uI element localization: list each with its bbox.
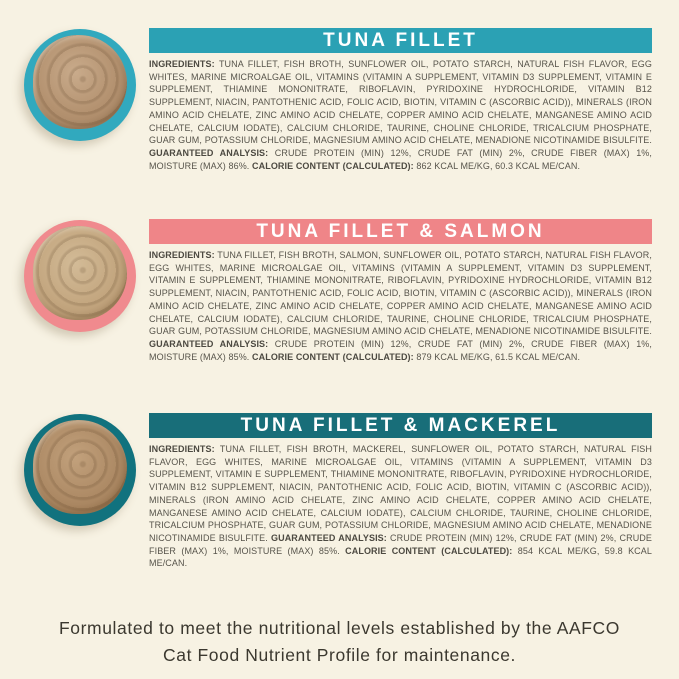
guaranteed-analysis-values: CRUDE PROTEIN (MIN) 12%, CRUDE FAT (MIN) 2%, CRUDE FIBER (MAX) 1%, MOISTURE (MAX) 86%. [149, 147, 653, 171]
ingredients-label: INGREDIENTS: [149, 444, 215, 454]
product-title-bar [149, 219, 652, 244]
calorie-content-values: 862 KCAL ME/KG, 60.3 KCAL ME/CAN. [416, 160, 581, 171]
product-title: TUNA FILLET & MACKEREL [240, 414, 561, 436]
calorie-content-label: CALORIE CONTENT (CALCULATED): [252, 351, 414, 362]
pate-swirl-image [33, 35, 127, 129]
aafco-statement-line2: Cat Food Nutrient Profile for maintenance. [163, 645, 516, 665]
guaranteed-analysis-label: GUARANTEED ANALYSIS: [271, 532, 387, 543]
food-swatch-circle [24, 414, 136, 526]
aafco-statement-line1: Formulated to meet the nutritional levels established by the AAFCO [59, 618, 620, 638]
ingredients-list: TUNA FILLET, FISH BROTH, SALMON, SUNFLOWER OIL, POTATO STARCH, NATURAL FISH FLAVOR, EGG WHITES, MARINE MICROALGAE OIL, VITAMINS (VITAMIN A SUPPLEMENT, VITAMIN D3 SUPPLEMENT, VITAMIN E SUPPLEMENT, THIAMINE MONONITRATE, RIBOFLAVIN, PYRIDOXINE HYDROCHLORIDE, VITAMIN B12 SUPPLEMENT, NIACIN, PANTOTHENIC ACID, FOLIC ACID, BIOTIN, VITAMIN C (ASCORBIC ACID)), MINERALS (IRON AMINO ACID CHELATE, ZINC AMINO ACID CHELATE, COPPER AMINO ACID CHELATE, MANGANESE AMINO ACID CHELATE, CALCIUM IODATE), CALCIUM CHLORIDE, TAURINE, CHOLINE CHLORIDE, TRICALCIUM PHOSPHATE, GUAR GUM, POTASSIUM CHLORIDE, MAGNESIUM AMINO ACID CHELATE, MENADIONE NICOTINAMIDE BISULFITE. [149, 250, 652, 337]
calorie-content-label: CALORIE CONTENT (CALCULATED): [252, 160, 414, 171]
ingredients-text [149, 249, 652, 363]
product-panel [149, 28, 652, 181]
ingredients-label: INGREDIENTS: [149, 59, 215, 69]
product-title: TUNA FILLET [323, 29, 478, 51]
aafco-statement [0, 615, 679, 669]
calorie-content-values: 879 KCAL ME/KG, 61.5 KCAL ME/CAN. [416, 351, 581, 362]
ingredients-text [149, 443, 652, 570]
product-panel [149, 413, 652, 579]
product-title-bar [149, 28, 652, 53]
food-swatch-circle [24, 29, 136, 141]
ingredients-list: TUNA FILLET, FISH BROTH, MACKEREL, SUNFLOWER OIL, POTATO STARCH, NATURAL FISH FLAVOR, EGG WHITES, MARINE MICROALGAE OIL, VITAMINS (VITAMIN A SUPPLEMENT, VITAMIN D3 SUPPLEMENT, VITAMIN E SUPPLEMENT, THIAMINE MONONITRATE, RIBOFLAVIN, PYRIDOXINE HYDROCHLORIDE, VITAMIN B12 SUPPLEMENT, NIACIN, PANTOTHENIC ACID, FOLIC ACID, BIOTIN, VITAMIN C (ASCORBIC ACID)), MINERALS (IRON AMINO ACID CHELATE, ZINC AMINO ACID CHELATE, COPPER AMINO ACID CHELATE, MANGANESE AMINO ACID CHELATE, CALCIUM IODATE), CALCIUM CHLORIDE, TAURINE, CHOLINE CHLORIDE, TRICALCIUM PHOSPHATE, GUAR GUM, POTASSIUM CHLORIDE, MAGNESIUM AMINO ACID CHELATE, MENADIONE NICOTINAMIDE BISULFITE. [149, 444, 652, 543]
pate-swirl-image [33, 420, 127, 514]
calorie-content-label: CALORIE CONTENT (CALCULATED): [345, 545, 513, 556]
product-title: TUNA FILLET & SALMON [256, 220, 545, 242]
product-panel [149, 219, 652, 372]
guaranteed-analysis-label: GUARANTEED ANALYSIS: [149, 338, 269, 349]
ingredients-label: INGREDIENTS: [149, 250, 215, 260]
pate-swirl-image [33, 226, 127, 320]
product-title-bar [149, 413, 652, 438]
guaranteed-analysis-values: CRUDE PROTEIN (MIN) 12%, CRUDE FAT (MIN) 2%, CRUDE FIBER (MAX) 1%, MOISTURE (MAX) 85%. [149, 338, 653, 362]
guaranteed-analysis-values: CRUDE PROTEIN (MIN) 12%, CRUDE FAT (MIN) 2%, CRUDE FIBER (MAX) 1%, MOISTURE (MAX) 85%. [149, 532, 653, 556]
calorie-content-values: 854 KCAL ME/KG, 59.8 KCAL ME/CAN. [149, 545, 652, 569]
food-swatch-circle [24, 220, 136, 332]
guaranteed-analysis-label: GUARANTEED ANALYSIS: [149, 147, 269, 158]
ingredients-text [149, 58, 652, 172]
ingredients-list: TUNA FILLET, FISH BROTH, SUNFLOWER OIL, POTATO STARCH, NATURAL FISH FLAVOR, EGG WHITES, MARINE MICROALGAE OIL, VITAMINS (VITAMIN A SUPPLEMENT, VITAMIN D3 SUPPLEMENT, VITAMIN E SUPPLEMENT, THIAMINE MONONITRATE, RIBOFLAVIN, PYRIDOXINE HYDROCHLORIDE, VITAMIN B12 SUPPLEMENT, NIACIN, PANTOTHENIC ACID, FOLIC ACID, BIOTIN, VITAMIN C (ASCORBIC ACID)), MINERALS (IRON AMINO ACID CHELATE, ZINC AMINO ACID CHELATE, COPPER AMINO ACID CHELATE, MANGANESE AMINO ACID CHELATE, CALCIUM IODATE), CALCIUM CHLORIDE, TAURINE, CHOLINE CHLORIDE, TRICALCIUM PHOSPHATE, GUAR GUM, POTASSIUM CHLORIDE, MAGNESIUM AMINO ACID CHELATE, MENADIONE NICOTINAMIDE BISULFITE. [149, 59, 652, 146]
